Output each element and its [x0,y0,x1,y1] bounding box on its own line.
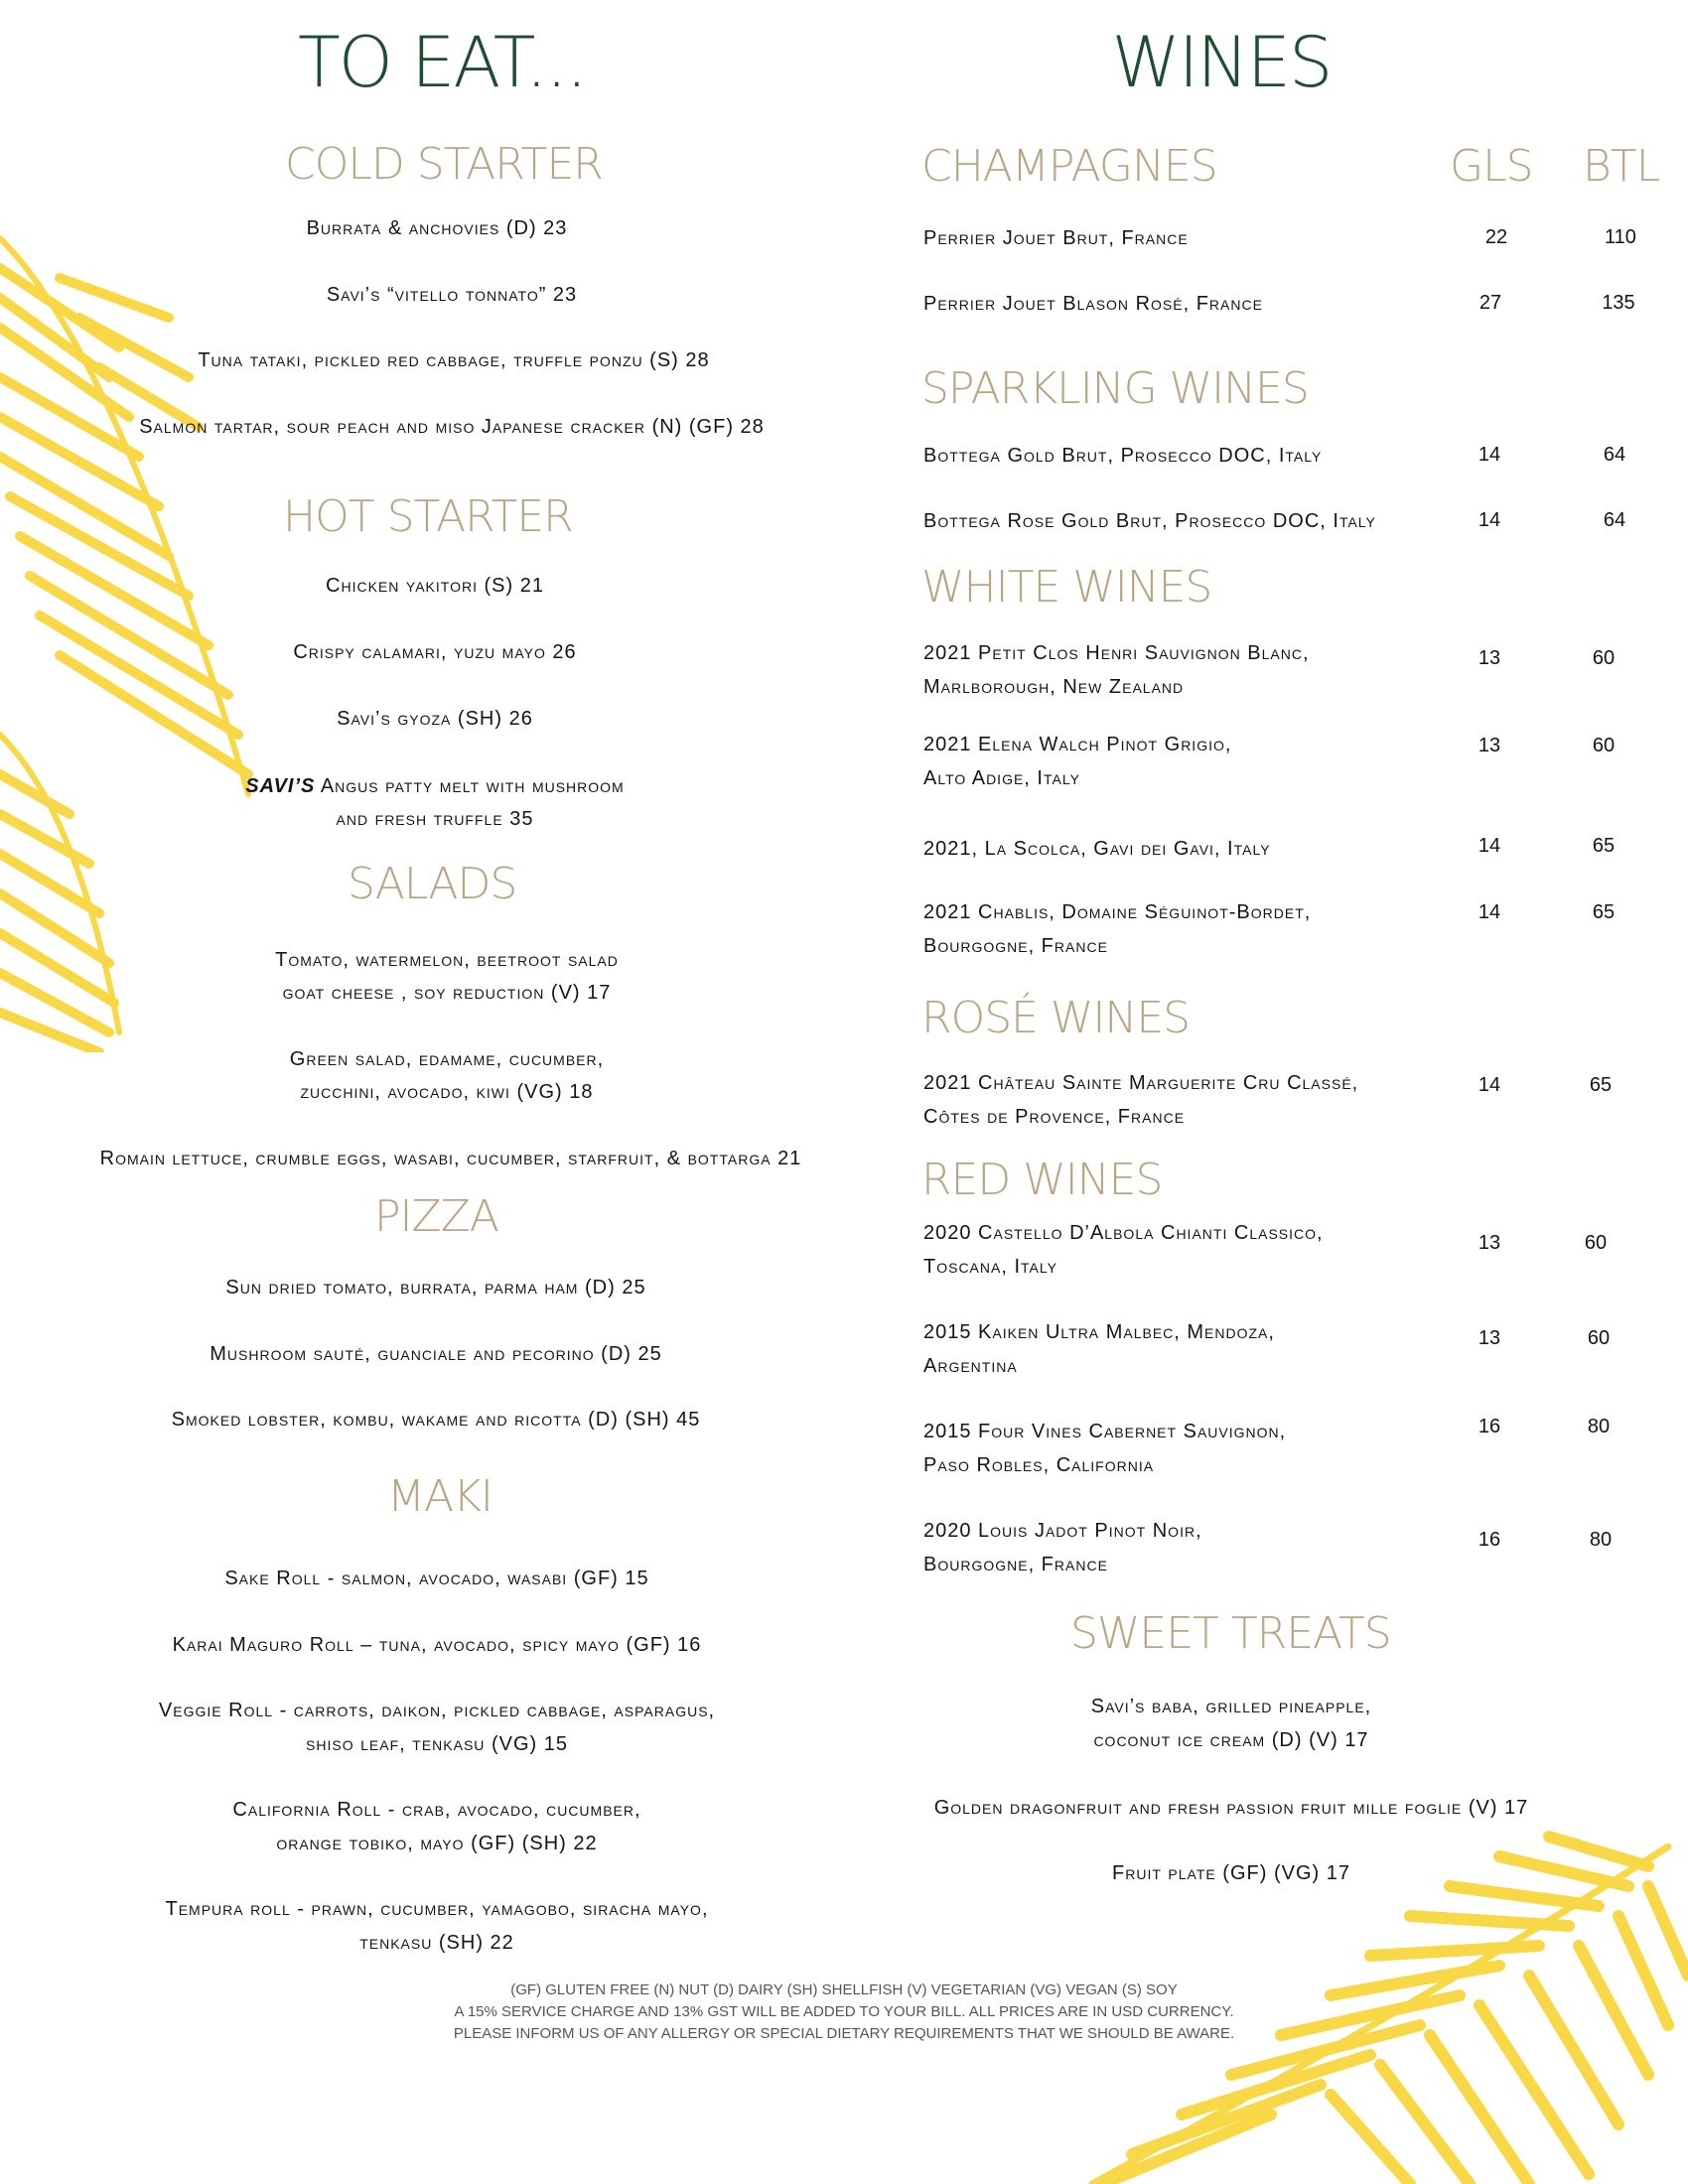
wine-price-glass: 14 [1477,444,1501,466]
wine-price-bottle: 60 [1592,647,1616,669]
section-heading-cold-starter: COLD STARTER [285,139,603,190]
menu-item: Burrata & anchovies (D) 23 [306,217,568,239]
column-header-btl: BTL [1583,141,1660,192]
menu-item: and fresh truffle 35 [336,808,534,830]
menu-item: Salmon tartar, sour peach and miso Japanese cracker (N) (GF) 28 [139,416,765,438]
wine-price-glass: 14 [1477,835,1501,857]
wine-price-bottle: 60 [1584,1232,1608,1254]
wine-price-glass: 22 [1484,226,1508,248]
wine-price-glass: 16 [1477,1416,1501,1437]
wine-price-glass: 13 [1477,1232,1501,1254]
wine-region: Paso Robles, California [923,1454,1155,1476]
wine-region: Bourgogne, France [923,935,1108,957]
menu-item: Mushroom sauté, guanciale and pecorino (D) 25 [210,1343,662,1365]
menu-item: Fruit plate (GF) (VG) 17 [1112,1862,1350,1884]
menu-item: Karai Maguro Roll – tuna, avocado, spicy mayo (GF) 16 [172,1634,702,1656]
wine-price-bottle: 64 [1603,509,1626,531]
wine-price-glass: 13 [1477,1327,1501,1349]
wine-region: Toscana, Italy [923,1256,1057,1278]
menu-item: Veggie Roll - carrots, daikon, pickled cabbage, asparagus, [158,1700,716,1721]
wine-price-bottle: 80 [1587,1416,1611,1437]
menu-item: Smoked lobster, kombu, wakame and ricotta (D) (SH) 45 [171,1409,701,1431]
wine-price-bottle: 110 [1605,226,1636,248]
section-heading-white-wines: WHITE WINES [921,562,1212,613]
wine-price-bottle: 60 [1592,735,1616,756]
wine-price-bottle: 65 [1592,901,1616,923]
wine-name: 2021 Chablis, Domaine Séguinot-Bordet, [923,901,1312,923]
wine-price-bottle: 65 [1592,835,1616,857]
wine-price-glass: 16 [1477,1529,1501,1551]
menu-item: Green salad, edamame, cucumber, [289,1048,605,1070]
menu-item: California Roll - crab, avocado, cucumber, [232,1799,641,1821]
wine-region: Alto Adige, Italy [923,767,1080,789]
wine-name: 2020 Castello D’Albola Chianti Classico, [923,1222,1324,1244]
section-heading-rose-wines: ROSÉ WINES [921,993,1191,1043]
menu-item: Sun dried tomato, burrata, parma ham (D) 25 [225,1277,646,1298]
section-heading-sparkling-wines: SPARKLING WINES [921,363,1309,414]
section-heading-pizza: PIZZA [374,1191,498,1242]
wine-price-glass: 14 [1477,509,1501,531]
menu-item-text: Angus patty melt with mushroom [315,775,625,797]
menu-item: Golden dragonfruit and fresh passion fruit mille foglie (V) 17 [933,1797,1529,1819]
wine-price-glass: 27 [1478,292,1502,314]
menu-item: Savi’s baba, grilled pineapple, [1090,1696,1372,1717]
menu-item: Savi’s gyoza (SH) 26 [337,708,533,730]
section-heading-hot-starter: HOT STARTER [283,491,573,542]
wine-name: 2020 Louis Jadot Pinot Noir, [923,1520,1202,1542]
menu-item: zucchini, avocado, kiwi (VG) 18 [300,1081,594,1103]
menu-item: coconut ice cream (D) (V) 17 [1093,1729,1369,1751]
allergen-legend: (GF) GLUTEN FREE (N) NUT (D) DAIRY (SH) SHELLFISH (V) VEGETARIAN (VG) VEGAN (S) SOY [510,1981,1178,1998]
brand-name: SAVI’S [245,775,316,797]
menu-item: Tempura roll - prawn, cucumber, yamagobo, siracha mayo, [165,1898,709,1920]
food-title: TO EAT... [298,22,586,103]
wine-name: Bottega Rose Gold Brut, Prosecco DOC, Italy [923,510,1376,532]
menu-item: shiso leaf, tenkasu (VG) 15 [306,1733,568,1755]
section-heading-salads: SALADS [348,859,517,909]
wine-name: 2015 Kaiken Ultra Malbec, Mendoza, [923,1321,1275,1343]
section-heading-red-wines: RED WINES [921,1155,1163,1205]
section-heading-maki: MAKI [387,1471,492,1522]
menu-item: Tomato, watermelon, beetroot salad [275,949,619,971]
menu-item: Crispy calamari, yuzu mayo 26 [293,641,577,663]
menu-item: goat cheese , soy reduction (V) 17 [282,982,612,1004]
column-header-gls: GLS [1450,141,1533,192]
wine-price-glass: 13 [1477,735,1501,756]
wine-name: 2015 Four Vines Cabernet Sauvignon, [923,1421,1287,1442]
menu-item: Chicken yakitori (S) 21 [326,575,544,597]
wine-price-bottle: 60 [1587,1327,1611,1349]
wine-name: Bottega Gold Brut, Prosecco DOC, Italy [923,445,1323,467]
wine-name: 2021 Elena Walch Pinot Grigio, [923,734,1232,755]
service-charge-note: A 15% SERVICE CHARGE AND 13% GST WILL BE ADDED TO YOUR BILL. ALL PRICES ARE IN USD CURRENCY. [454,2003,1234,2020]
wines-title: WINES [1111,22,1332,103]
section-heading-sweet-treats: SWEET TREATS [1070,1608,1391,1659]
menu-item: Sake Roll - salmon, avocado, wasabi (GF) 15 [224,1568,649,1589]
wine-region: Bourgogne, France [923,1554,1108,1575]
wine-price-glass: 13 [1477,647,1501,669]
wine-name: 2021 Petit Clos Henri Sauvignon Blanc, [923,642,1310,664]
menu-item: orange tobiko, mayo (GF) (SH) 22 [276,1833,598,1854]
wine-region: Côtes de Provence, France [923,1106,1186,1128]
wine-region: Marlborough, New Zealand [923,676,1185,698]
wine-price-bottle: 80 [1589,1529,1613,1551]
wine-price-bottle: 64 [1603,444,1626,466]
menu-item [0,769,870,803]
section-heading-champagnes: CHAMPAGNES [921,141,1217,192]
wine-price-bottle: 135 [1602,292,1635,314]
wine-region: Argentina [923,1355,1018,1377]
menu-item: Tuna tataki, pickled red cabbage, truffle ponzu (S) 28 [198,349,710,371]
wine-price-glass: 14 [1477,901,1501,923]
wine-name: Perrier Jouet Blason Rosé, France [923,293,1263,315]
wine-name: 2021, La Scolca, Gavi dei Gavi, Italy [923,838,1271,860]
wine-price-glass: 14 [1477,1074,1501,1096]
wine-name: 2021 Château Sainte Marguerite Cru Classé, [923,1072,1359,1094]
menu-item: Romain lettuce, crumble eggs, wasabi, cucumber, starfruit, & bottarga 21 [99,1148,802,1169]
wine-price-bottle: 65 [1589,1074,1613,1096]
wine-name: Perrier Jouet Brut, France [923,227,1189,249]
menu-item: tenkasu (SH) 22 [359,1932,514,1954]
allergy-notice: PLEASE INFORM US OF ANY ALLERGY OR SPECIAL DIETARY REQUIREMENTS THAT WE SHOULD BE AWARE. [453,2025,1235,2042]
menu-item: Savi’s “vitello tonnato” 23 [326,284,578,306]
